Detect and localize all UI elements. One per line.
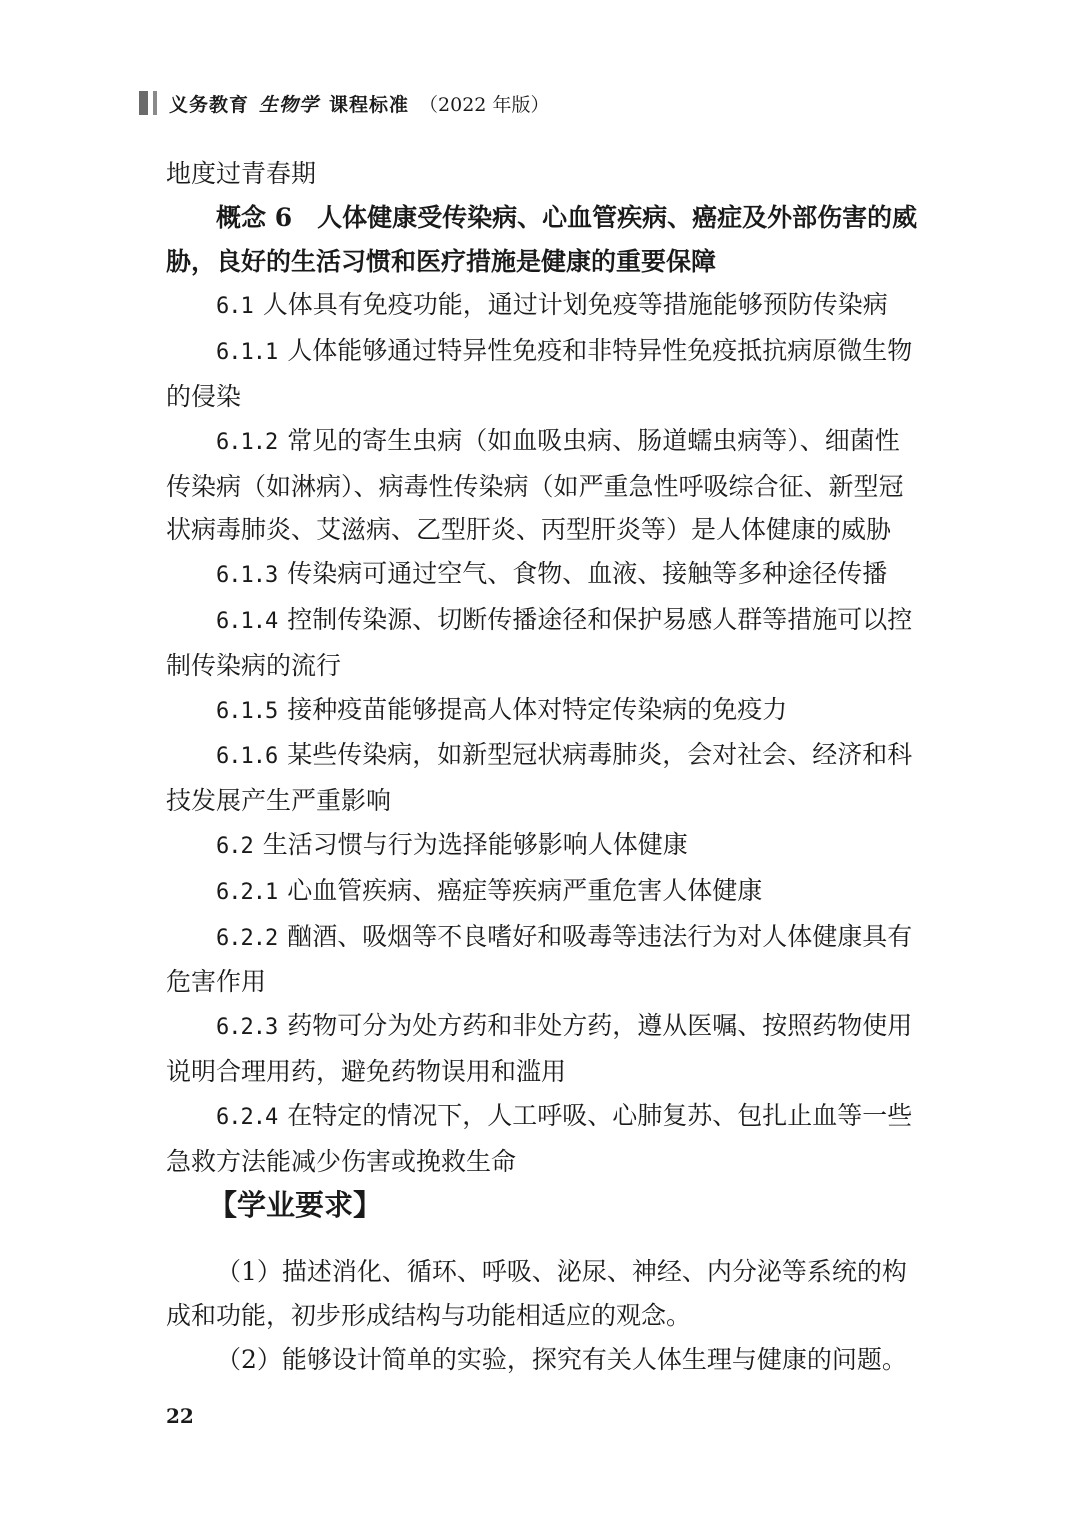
item-number: 6.2.1: [216, 879, 278, 905]
list-item: [166, 552, 922, 598]
item-text: 生活习惯与行为选择能够影响人体健康: [262, 829, 688, 859]
header-bar-icon: [139, 91, 148, 115]
item-number: 6.1.5: [216, 698, 278, 724]
list-item: [166, 419, 922, 552]
item-number: 6.1.1: [216, 340, 278, 366]
list-item: [166, 598, 922, 688]
item-number: 6.2.3: [216, 1015, 278, 1041]
item-text: 药物可分为处方药和非处方药，遵从医嘱、按照药物使用说明合理用药，避免药物误用和滥用: [166, 1011, 913, 1086]
list-item: [166, 915, 922, 1005]
item-text: 心血管疾病、癌症等疾病严重危害人体健康: [287, 875, 763, 905]
item-number: 6.1.6: [216, 744, 278, 770]
concept-heading: 概念 6 人体健康受传染病、心血管疾病、癌症及外部伤害的威胁，良好的生活习惯和医疗措施是健康的重要保障: [166, 202, 918, 276]
item-text: 酗酒、吸烟等不良嗜好和吸毒等违法行为对人体健康具有危害作用: [166, 921, 913, 997]
body-content: [166, 152, 922, 1183]
running-header: [139, 88, 549, 118]
item-number: 6.1: [216, 294, 253, 320]
header-text-4: （2022 年版）: [419, 93, 550, 116]
item-number: 6.1.2: [216, 429, 278, 455]
list-item: [166, 823, 922, 869]
item-number: 6.1.3: [216, 563, 278, 589]
requirements-list: [166, 1250, 922, 1381]
item-text: 接种疫苗能够提高人体对特定传染病的免疫力: [287, 694, 788, 724]
requirement-item: （1）描述消化、循环、呼吸、泌尿、神经、内分泌等系统的构成和功能，初步形成结构与功能相适应的观念。: [166, 1257, 907, 1330]
list-item: [166, 329, 922, 419]
header-text-1: 义务教育: [169, 93, 250, 116]
item-number: 6.2.2: [216, 925, 278, 951]
page-number: 22: [166, 1404, 194, 1428]
item-text: 人体具有免疫功能，通过计划免疫等措施能够预防传染病: [262, 290, 888, 320]
header-bar-icon: [153, 91, 157, 115]
list-item: [166, 733, 922, 823]
item-number: 6.2.4: [216, 1104, 278, 1130]
paragraph: 地度过青春期: [166, 159, 317, 188]
requirement-item: （2）能够设计简单的实验，探究有关人体生理与健康的问题。: [216, 1344, 907, 1374]
item-number: 6.1.4: [216, 608, 278, 634]
header-text-2: 生物学: [259, 93, 320, 116]
item-text: 人体能够通过特异性免疫和非特异性免疫抵抗病原微生物的侵染: [166, 336, 913, 411]
list-item: [166, 869, 922, 915]
item-text: 常见的寄生虫病（如血吸虫病、肠道蠕虫病等）、细菌性传染病（如淋病）、病毒性传染病（如严重急性呼吸综合征、新型冠状病毒肺炎、艾滋病、乙型肝炎、丙型肝炎等）是人体健康的威胁: [166, 425, 904, 545]
item-text: 控制传染源、切断传播途径和保护易感人群等措施可以控制传染病的流行: [166, 604, 913, 680]
item-number: 6.2: [216, 833, 253, 859]
header-text-3: 课程标准: [329, 93, 410, 116]
list-item: [166, 1004, 922, 1094]
list-item: [166, 1094, 922, 1184]
list-item: [166, 283, 922, 329]
list-item: [166, 688, 922, 734]
item-text: 在特定的情况下，人工呼吸、心肺复苏、包扎止血等一些急救方法能减少伤害或挽救生命: [166, 1100, 913, 1176]
item-text: 某些传染病，如新型冠状病毒肺炎，会对社会、经济和科技发展产生严重影响: [166, 740, 913, 816]
item-text: 传染病可通过空气、食物、血液、接触等多种途径传播: [287, 559, 888, 589]
section-heading: 【学业要求】: [208, 1188, 383, 1222]
